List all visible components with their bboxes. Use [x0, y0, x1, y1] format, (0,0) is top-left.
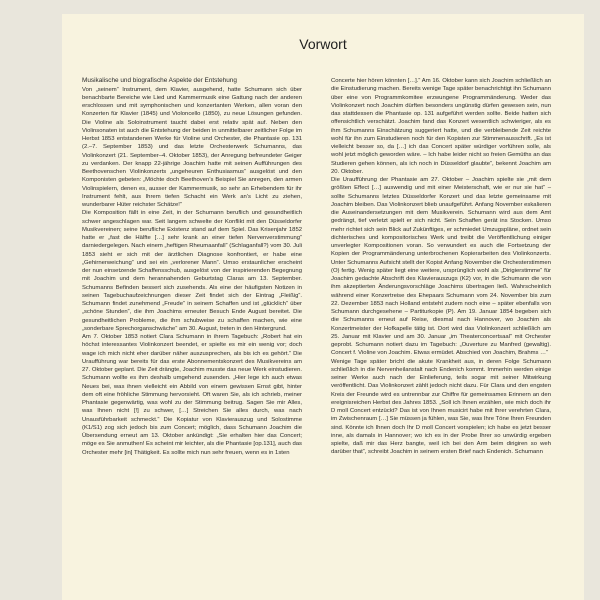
paragraph: Am 7. Oktober 1853 notiert Clara Schumann in ihrem Tagebuch: „Robert hat ein höchst interessantes Violinkonzert beendet, er spielte es mir ein wenig vor; doch wage ich mich nicht eher darüber näher auszusprechen, als bis ich es gehört.“ Die Uraufführung war bereits für das erste Abonnementskonzert des Musikvereins am 27. Oktober geplant. Die Zeit drängte, Joachim musste das neue Werk einstudieren. Schumann wollte es ihm deshalb umgehend zusenden. „Hier lege ich auch etwas Neues bei, was ihnen vielleicht ein Abbild von einem gewissen Ernst gibt, hinter dem oft eine fröhliche Stimmung hervorsieht. Oft waren Sie, als ich schrieb, meiner Phantasie gegenwärtig, was wohl zu der Stimmung beitrug. Sagen Sie mir Alles, was Ihnen nicht [!] zu schwer, […] Streichen Sie alles durch, was nach Unausführbarkeit schmeckt.“ Die Kopiatur von Klavierauszug und Solostimme (K1/S1) zog sich jedoch bis zum Concert; möglich, dass Schumann Joachim die Übersendung erneut am 13. Oktober ankündigt: „Sie erhalten hier das Concert; möge es Sie anmuthen! Es scheint mir leichter, als die Phantasie [op.131], auch das Orchester mehr [in] Thätigkeit. Es sollte mich nun sehr freuen, wenn es in 1sten — [82, 334, 302, 456]
paragraph: Die Komposition fällt in eine Zeit, in der Schumann beruflich und gesundheitlich schwer angeschlagen war. Seit langem schwelte der Konflikt mit den Düsseldorfer Musikvereinen; seine berufliche Existenz stand auf dem Spiel. Das Krisenjahr 1852 hatte er „fast die Hälfte […] sehr krank an einer tiefen Nervenverstimmung“ darniedergelegen. Nach einem „heftigen Rheumaanfall“ (Schlaganfall?) vom 30. Juli 1853 sieht er sich mit der ärztlichen Diagnose konfrontiert, er habe eine „Gehirnerweichung“ und sei ein „verlorener Mann“. Umso erstaunlicher erscheint der nun einsetzende Schaffensschub, ausgelöst von der inspirierenden Begegnung mit Joachim und dem herannahenden Geburtstag Claras am 13. September. Schumanns Befinden bessert sich zusehends. Als eine der häufigsten Notizen in seinen Tagebuchaufzeichnungen dieser Zeit findet sich der Eintrag „Fleißig“. Schumann findet zunehmend „Freude“ in seinem Schaffen und ist „glücklich“ über „schöne Stunden“, die ihm Joachims erneuter Besuch Ende August bereitet. Die gesundheitlichen Probleme, die ihm schubweise zu schaffen machen, wie eine „sonderbare Sprechorganschwäche“ am 30. August, treten in den Hintergrund. — [82, 210, 302, 332]
section-heading: Musikalische und biografische Aspekte der Entstehung — [82, 77, 237, 84]
page-title: Vorwort — [299, 36, 347, 52]
paragraph: Die Uraufführung der Phantasie am 27. Oktober – Joachim spielte sie „mit dem größten Effect […] auswendig und mit einer Meisterschaft, wie er nur sie hat“ – sollte Schumanns letztes Düsseldorfer Konzert und das letzte gemeinsame mit Joachim bleiben. Das Violinkonzert blieb unaufgeführt. Anfang November eskalieren die Auseinandersetzungen mit dem Musikverein. Schumann wird aus dem Amt gedrängt, tief verletzt spielt er sich nicht. Sein Schaffen gerät ins Stocken. Umso mehr richtet sich sein Blick auf Zukünftiges, er schmiedet Umzugspläne, ordnet sein dichterisches und kompositorisches Werk und treibt die Veröffentlichung einiger unverlegter Kompositionen voran. So verwundert es auch die Fortsetzung der Kopien der Programmänderung unterbrochenen Kopierarbeiten des Violinkonzerts. Unter Schumanns Aufsicht stellt der Kopist Anfang November die Orchesterstimmen (O) fertig. Wenig später liegt eine weitere, ursprünglich wohl als „Dirigierstimme“ für Joachim gedachte Abschrift des Klavierauszugs (K2) vor, in die Schumann die von ihm akzeptierten Änderungsvorschläge Joachims übertragen ließ. Wahrscheinlich während einer Konzertreise des Ehepaars Schumann vom 24. November bis zum 22. Dezember 1853 nach Holland entsteht zudem noch eine – später ebenfalls von Schumann durchgesehene – Partiturkopie (P). Am 19. Januar 1854 begeben sich die Schumanns erneut auf Reise, diesmal nach Hannover, wo Joachim als Konzertmeister der Hofkapelle tätig ist. Dort wird das Violinkonzert schließlich am 25. Januar mit Klavier und am 30. Januar „im Theaterconcertsaal“ mit Orchester geprobt. Schumann notiert dazu im Tagebuch: „Ouverture zu Manfred (gewaltig). Concert f. Violine von Joachim. Etwas ermüdet. Abschied von Joachim, Brahms …“ — [331, 177, 551, 357]
paragraph: Wenige Tage später bricht die akute Krankheit aus, in deren Folge Schumann schließlich in die Nervenheilanstalt nach Endenich kommt. Immerhin werden einige seiner Werke auch nach der Einlieferung, teils sogar mit seiner Mitwirkung veröffentlicht. Das Violinkonzert zählt jedoch nicht dazu. Für Clara und den engsten Kreis der Freunde wird es untrennbar zur Chiffre für gemeinsames Erinnern an den ereignisreichen Herbst des Jahres 1853. „Soll ich Ihnen erzählen, wie mich doch ihr D moll Concert entzückt? Das ist von Ihnen musicirt habe mit Ihrer verehrten Clara, im Zwischenraum […] Sie müssen ja fühlen, was Sie, was Ihre Töne Ihren Freunden sind. Könnte ich Ihnen doch Ihr D moll Concert vorspielen; ich habe es jetzt besser inne, als damals in Hannover; wo ich es in der Probe Ihrer so unwürdig ergeben spielte, daß mir das Herz bangte, weil ich bei den Arm beim dirigiren so weh darüber that“, schreibt Joachim in seinem ersten Brief nach Endenich. Schumann — [331, 358, 551, 456]
document-page — [62, 14, 584, 600]
paragraph: Von „seinem“ Instrument, dem Klavier, ausgehend, hatte Schumann sich über benachbarte Bereiche wie Lied und Kammermusik eine Gattung nach der anderen erschlossen und mit symphonischen und konzertanten Werken, allen voran den Konzerten für Klavier (1845) und Violoncello (1850), zu neue Lösungen gefunden. Die Violine als Soloinstrument taucht dabei erst relativ spät auf. Neben den Violinsonaten ist auch die Entstehung der beiden in unmittelbarer zeitlicher Folge im Herbst 1853 entstandenen Werke für Violine und Orchester, die Phantasie op. 131 (2.–7. September 1853) und das letzte Orchesterwerk Schumanns, das Violinkonzert (21. September–4. Oktober 1853), der Anregung befreundeter Geiger zu verdanken. Der knapp 22-jährige Joachim hatte mit seinen Aufführungen des Beethovenschen Violinkonzerts „ungeheuren Enthusiasmus“ ausgelöst und den Komponisten gebeten: „Möchte doch Beethoven’s Beispiel Sie anregen, den armen Violinspielern, denen es, ausser der Kammermusik, so sehr an Erhebendem für ihr Instrument fehlt, aus Ihrem tiefen Schacht ein Werk an’s Licht zu ziehen, wunderbarer Hüter reichster Schätze!“ — [82, 86, 302, 209]
left-column — [82, 77, 302, 457]
right-column — [331, 77, 551, 457]
paragraph: Concerte hier hören könnten […].“ Am 16. Oktober kann sich Joachim schließlich an die Einstudierung machen. Bereits wenige Tage später benachrichtigt ihn Schumann über eine von Programmkomitee erzwungene Programmänderung. Weder das Violinkonzert noch Joachim dürften besonders ungünstig dürfen gewesen sein, nun das stattdessen die Phantasie op. 131 aufgeführt werden sollte. Beide hatten sich offensichtlich verschätzt. Joachim fand das Konzert wesentlich schwieriger, als es ihm Schumanns Einschätzung suggeriert hatte, und die verbleibende Zeit reichte wohl für ihn zum Einstudieren noch für den Kopisten zur Stimmenausschrift. „Es ist vielleicht besser so, da […] ich das Concert später würdiger vorführen solle, als wohl jetzt möglich geworden wäre. – Ich habe leider nicht so freien Gemüths an das Studieren gehen können, als ich noch in Düsseldorf glaubte“, bekennt Joachim am 20. Oktober. — [331, 78, 551, 175]
